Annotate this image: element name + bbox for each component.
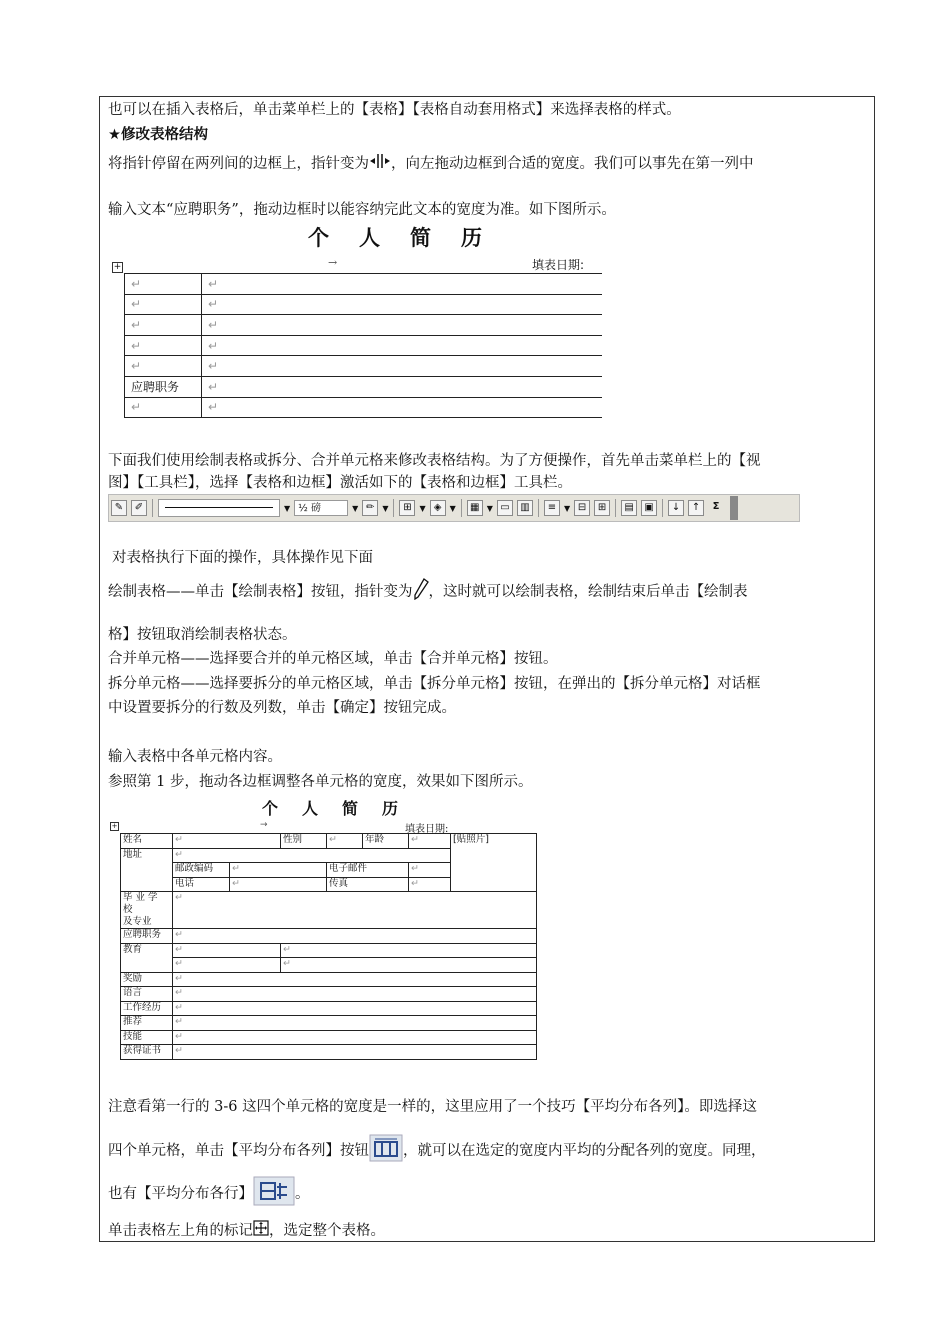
tables-borders-toolbar <box>108 494 800 522</box>
merge-cells-icon[interactable]: ▭ <box>497 500 513 516</box>
align-icon[interactable]: ≡ <box>544 500 560 516</box>
section-heading: ★修改表格结构 <box>108 127 208 143</box>
paragraph-12: 输入表格中各单元格内容。 <box>108 749 282 765</box>
table-row: 奖励 ↵ <box>121 972 537 987</box>
table-row: 应聘职务 ↵ <box>125 376 603 397</box>
paragraph-1: 也可以在插入表格后，单击菜单栏上的【表格】【表格自动套用格式】来选择表格的样式。 <box>108 102 681 118</box>
table-move-handle-icon: + <box>113 262 122 272</box>
table-row: ↵ ↵ <box>125 335 603 356</box>
borders-icon[interactable]: ⊞ <box>399 500 415 516</box>
autoformat-icon[interactable]: ▤ <box>621 500 637 516</box>
resume-table-1 <box>124 273 602 418</box>
table-row: ↵ ↵ <box>125 315 603 336</box>
chevron-down-icon[interactable]: ▼ <box>419 503 426 513</box>
table-move-handle-icon: + <box>111 822 118 830</box>
table-row: 邮政编码 ↵ 电子邮件 ↵ <box>121 863 537 878</box>
paragraph-7-a: 绘制表格——单击【绘制表格】按钮，指针变为 <box>108 584 413 600</box>
resize-cursor-icon <box>369 153 391 175</box>
resume-table-2 <box>120 833 537 1060</box>
table-row: 毕 业 学 校 及专业 ↵ <box>121 892 537 929</box>
paragraph-11: 中设置要拆分的行数及列数，单击【确定】按钮完成。 <box>108 700 456 716</box>
paragraph-2 <box>108 153 754 175</box>
toolbar-options-icon[interactable] <box>730 496 738 520</box>
sort-descending-icon[interactable]: ↑ <box>688 500 704 516</box>
table-row: 教育 ↵ ↵ <box>121 943 537 958</box>
pencil-cursor-icon <box>413 578 429 606</box>
date-label-1: 填表日期: <box>532 258 585 272</box>
paragraph-6: 对表格执行下面的操作，具体操作见下面 <box>112 550 373 566</box>
paragraph-17 <box>108 1220 385 1242</box>
resume-title-2: 个人简历 <box>262 799 423 818</box>
date-label-2: 填表日期: <box>405 824 449 835</box>
paragraph-7 <box>108 578 748 606</box>
border-color-icon[interactable]: ✏ <box>362 500 378 516</box>
paragraph-5: 图】【工具栏】，选择【表格和边框】激活如下的【表格和边框】工具栏。 <box>108 475 572 491</box>
resume-figure-2 <box>110 796 550 1071</box>
table-row: ↵ ↵ <box>125 294 603 315</box>
table-row: 电话 ↵ 传真 ↵ <box>121 877 537 892</box>
paragraph-16-a: 也有【平均分布各行】 <box>108 1186 253 1202</box>
paragraph-16 <box>108 1176 310 1212</box>
fit-icon[interactable]: ▣ <box>641 500 657 516</box>
paragraph-15-a: 四个单元格，单击【平均分布各列】按钮 <box>108 1143 369 1159</box>
paragraph-10: 拆分单元格——选择要拆分的单元格区域，单击【拆分单元格】按钮，在弹出的【拆分单元格】对话框 <box>108 676 761 692</box>
line-style-select[interactable] <box>158 499 280 517</box>
table-row: ↵ ↵ <box>125 356 603 377</box>
paragraph-3: 输入文本“应聘职务”，拖动边框时以能容纳完此文本的宽度为准。如下图所示。 <box>108 202 616 218</box>
eraser-icon[interactable]: ✐ <box>131 500 147 516</box>
paragraph-13: 参照第 1 步，拖动各边框调整各单元格的宽度，效果如下图所示。 <box>108 774 533 790</box>
paragraph-4: 下面我们使用绘制表格或拆分、合并单元格来修改表格结构。为了方便操作，首先单击菜单栏上的【视 <box>108 453 761 469</box>
distribute-rows-icon <box>253 1176 295 1212</box>
draw-table-icon[interactable]: ✎ <box>111 500 127 516</box>
table-row: 姓名 ↵ 性别 ↵ 年龄 ↵ [贴照片] <box>121 834 537 849</box>
table-row: ↵ ↵ <box>125 397 603 418</box>
chevron-down-icon[interactable]: ▼ <box>449 503 456 513</box>
autosum-icon[interactable]: Σ <box>712 501 720 512</box>
table-row: ↵ ↵ <box>125 274 603 295</box>
paragraph-7-b: ，这时就可以绘制表格，绘制结束后单击【绘制表 <box>428 584 748 600</box>
distribute-columns-icon <box>369 1134 403 1168</box>
table-row: 获得证书 ↵ <box>121 1045 537 1060</box>
distribute-rows-icon[interactable]: ⊟ <box>574 500 590 516</box>
tab-arrow: → <box>260 820 268 830</box>
resume-figure-1 <box>112 222 606 428</box>
sort-ascending-icon[interactable]: ↓ <box>668 500 684 516</box>
chevron-down-icon[interactable]: ▼ <box>352 503 359 513</box>
split-cells-icon[interactable]: ▥ <box>517 500 533 516</box>
table-row: 语言 ↵ <box>121 987 537 1002</box>
paragraph-8: 格】按钮取消绘制表格状态。 <box>108 627 297 643</box>
tab-arrow: → <box>328 256 338 269</box>
line-weight-select[interactable]: ½ 磅 <box>294 500 348 516</box>
paragraph-15 <box>108 1134 766 1168</box>
paragraph-15-b: ，就可以在选定的宽度内平均的分配各列的宽度。同理， <box>403 1143 766 1159</box>
table-row: 地址 ↵ <box>121 848 537 863</box>
distribute-columns-icon[interactable]: ⊞ <box>594 500 610 516</box>
paragraph-17-b: ，选定整个表格。 <box>269 1223 385 1239</box>
paragraph-2-a: 将指针停留在两列间的边框上，指针变为 <box>108 156 369 172</box>
table-row: 工作经历 ↵ <box>121 1001 537 1016</box>
chevron-down-icon[interactable]: ▼ <box>486 503 493 513</box>
insert-table-icon[interactable]: ▦ <box>467 500 483 516</box>
chevron-down-icon[interactable]: ▼ <box>284 503 291 513</box>
chevron-down-icon[interactable]: ▼ <box>563 503 571 513</box>
table-row: 应聘职务 ↵ <box>121 929 537 944</box>
paragraph-9: 合并单元格——选择要合并的单元格区域，单击【合并单元格】按钮。 <box>108 651 558 667</box>
paragraph-2-b: ，向左拖动边框到合适的宽度。我们可以事先在第一列中 <box>391 156 754 172</box>
chevron-down-icon[interactable]: ▼ <box>382 503 389 513</box>
table-row: ↵ ↵ <box>121 958 537 973</box>
table-row: 推荐 ↵ <box>121 1016 537 1031</box>
paragraph-17-a: 单击表格左上角的标记 <box>108 1223 253 1239</box>
table-select-icon <box>253 1220 269 1242</box>
job-cell: 应聘职务 <box>125 376 202 397</box>
paragraph-16-b: 。 <box>295 1186 310 1202</box>
paragraph-14: 注意看第一行的 3-6 这四个单元格的宽度是一样的，这里应用了一个技巧【平均分布各列】。即选择这 <box>108 1099 757 1115</box>
resume-title-1: 个人简历 <box>308 226 512 250</box>
table-row: 技能 ↵ <box>121 1030 537 1045</box>
shading-icon[interactable]: ◈ <box>430 500 446 516</box>
